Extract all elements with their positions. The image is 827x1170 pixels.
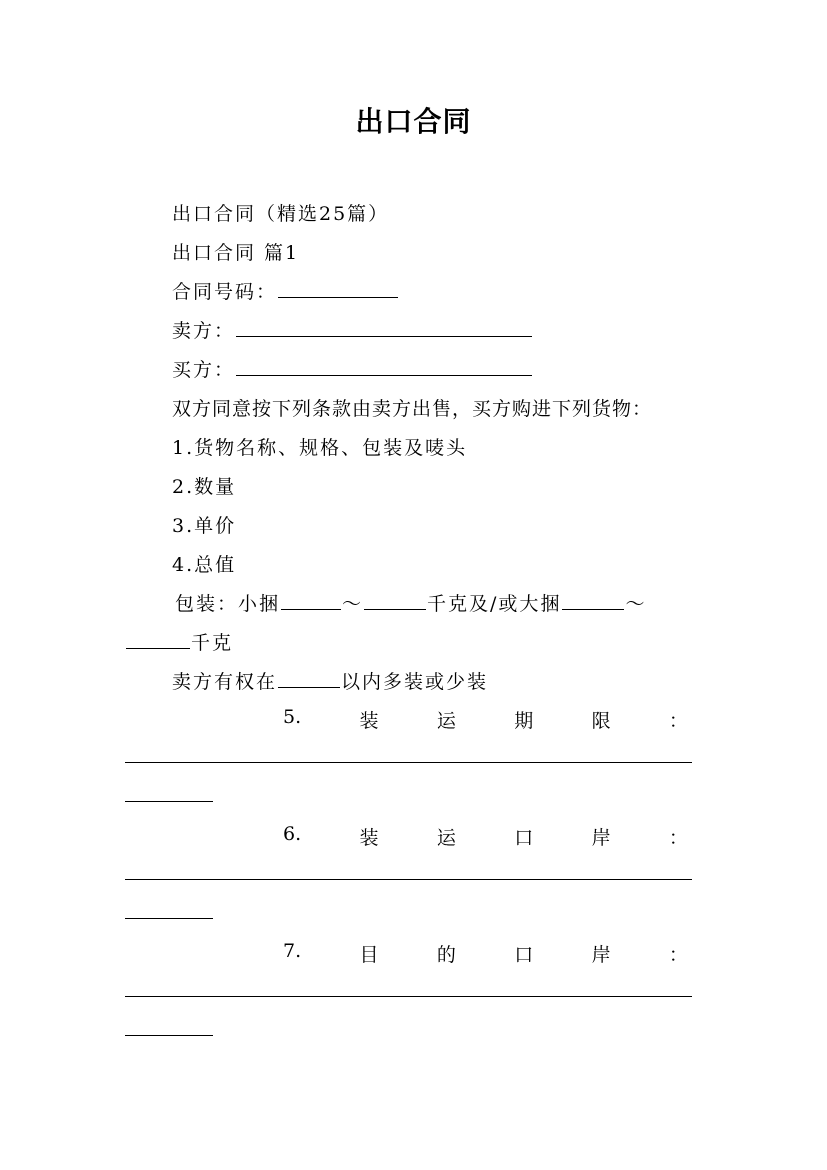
- item-1: 1.货物名称、规格、包装及唛头: [172, 437, 468, 459]
- tolerance-suffix: 以内多装或少装: [341, 671, 489, 693]
- clause-5-char-2: 运: [436, 710, 456, 732]
- clause-6-char-4: 岸: [591, 827, 611, 849]
- buyer-blank[interactable]: [236, 358, 532, 376]
- clause-7-char-1: 目: [359, 944, 379, 966]
- clause-5-blank-cont[interactable]: [125, 801, 213, 802]
- packing-line: [175, 589, 646, 616]
- document-title: 出口合同: [355, 105, 472, 138]
- packing-line-cont: [125, 628, 233, 655]
- item-3: 3.单价: [172, 515, 237, 537]
- clause-5-number: 5.: [283, 706, 302, 728]
- buyer-line: [172, 355, 533, 382]
- tolerance-blank[interactable]: [278, 670, 340, 688]
- contract-number-label: 合同号码：: [172, 281, 278, 303]
- clause-7-blank-cont[interactable]: [125, 1035, 213, 1036]
- packing-kg: 千克: [191, 632, 234, 654]
- large-bundle-min-blank[interactable]: [562, 592, 624, 610]
- large-bundle-max-blank[interactable]: [126, 631, 190, 649]
- clause-5-colon: ：: [668, 710, 688, 732]
- clause-6-char-3: 口: [514, 827, 534, 849]
- clause-6-char-2: 运: [436, 827, 456, 849]
- tolerance-line: [172, 667, 488, 694]
- clause-7-char-3: 口: [514, 944, 534, 966]
- clause-7-blank[interactable]: [125, 996, 692, 997]
- packing-label: 包装：小捆: [175, 593, 281, 615]
- clause-6-char-1: 装: [359, 827, 379, 849]
- clause-6-colon: ：: [668, 827, 688, 849]
- clause-6-blank[interactable]: [125, 879, 692, 880]
- small-bundle-min-blank[interactable]: [281, 592, 341, 610]
- clause-6-blank-cont[interactable]: [125, 918, 213, 919]
- item-2: 2.数量: [172, 476, 237, 498]
- seller-label: 卖方：: [172, 320, 236, 342]
- clause-6-number: 6.: [283, 823, 302, 845]
- clause-5-char-1: 装: [359, 710, 379, 732]
- section-heading: 出口合同 篇1: [172, 242, 300, 264]
- document-subtitle: 出口合同（精选25篇）: [172, 203, 390, 225]
- packing-tilde-2: ～: [625, 593, 647, 615]
- small-bundle-max-blank[interactable]: [364, 592, 426, 610]
- contract-number-line: [172, 277, 399, 304]
- clause-7-colon: ：: [668, 944, 688, 966]
- item-4: 4.总值: [172, 554, 237, 576]
- contract-number-blank[interactable]: [278, 280, 398, 298]
- clause-7-char-4: 岸: [591, 944, 611, 966]
- seller-line: [172, 316, 533, 343]
- packing-tilde-1: ～: [342, 593, 364, 615]
- clause-5-blank[interactable]: [125, 762, 692, 763]
- clause-5-char-3: 期: [514, 710, 534, 732]
- clause-7-char-2: 的: [436, 944, 456, 966]
- clause-7-number: 7.: [283, 940, 302, 962]
- intro-text: 双方同意按下列条款由卖方出售，买方购进下列货物：: [172, 398, 653, 420]
- buyer-label: 买方：: [172, 359, 236, 381]
- seller-blank[interactable]: [236, 319, 532, 337]
- clause-5-heading: [283, 706, 688, 733]
- clause-7-heading: [283, 940, 688, 967]
- packing-kg-and: 千克及/或大捆: [427, 593, 562, 615]
- clause-6-heading: [283, 823, 688, 850]
- clause-5-char-4: 限: [591, 710, 611, 732]
- tolerance-prefix: 卖方有权在: [172, 671, 278, 693]
